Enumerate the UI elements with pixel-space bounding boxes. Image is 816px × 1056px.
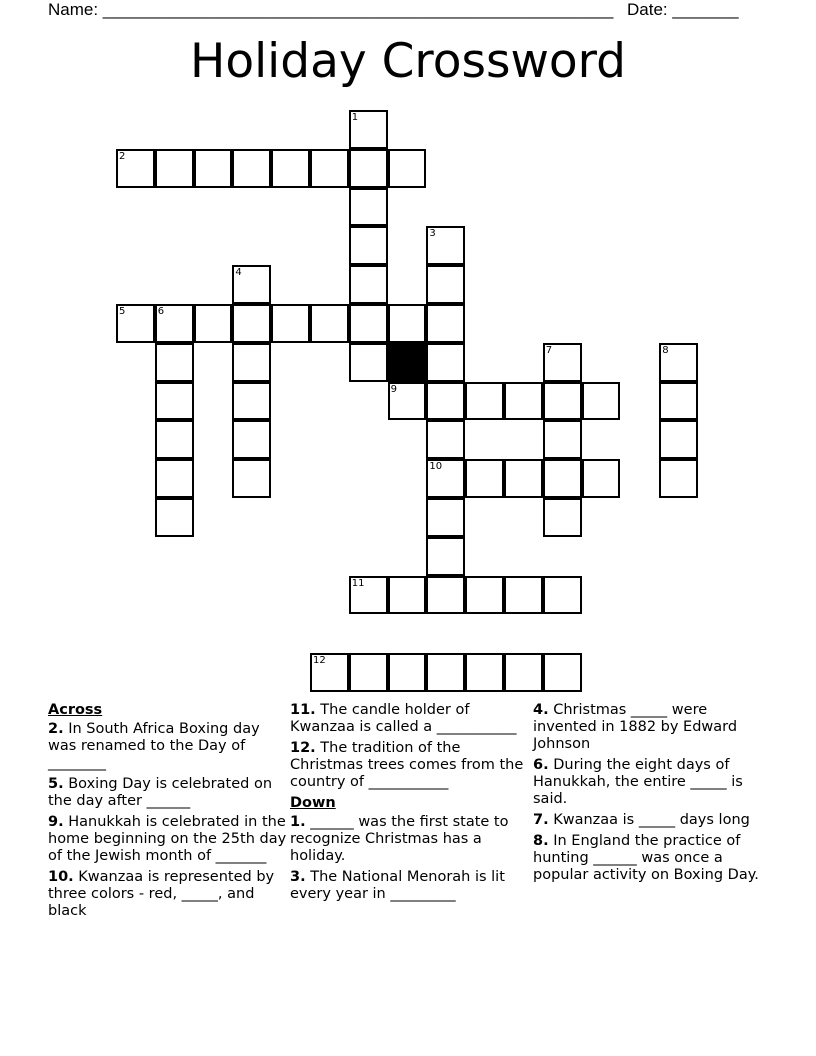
clue-down-8: 8. In England the practice of hunting ______ was once a popular activity on Boxing Day. — [533, 833, 759, 883]
grid-cell[interactable] — [232, 149, 271, 188]
clues-column-1 — [48, 702, 288, 924]
grid-cell[interactable] — [543, 576, 582, 615]
grid-cell[interactable] — [543, 498, 582, 537]
grid-cell[interactable] — [543, 343, 582, 382]
grid-cell[interactable] — [465, 382, 504, 421]
grid-cell[interactable] — [465, 459, 504, 498]
grid-cell[interactable] — [426, 653, 465, 692]
grid-cell[interactable] — [426, 265, 465, 304]
grid-cell[interactable] — [426, 537, 465, 576]
grid-cell[interactable] — [543, 420, 582, 459]
grid-cell[interactable] — [388, 149, 427, 188]
clue-number: 12 — [313, 655, 326, 667]
grid-cell[interactable] — [155, 459, 194, 498]
grid-cell[interactable] — [426, 304, 465, 343]
clue-number: 10 — [429, 461, 443, 473]
grid-cell[interactable] — [659, 420, 698, 459]
grid-cell[interactable] — [310, 304, 349, 343]
grid-cell[interactable] — [349, 343, 388, 382]
clues-column-2 — [290, 702, 530, 907]
grid-cell[interactable] — [349, 576, 388, 615]
clue-across-10: 10. Kwanzaa is represented by three colors - red, _____, and black — [48, 869, 275, 919]
clue-down-1: 1. ______ was the first state to recognize Christmas has a holiday. — [290, 814, 509, 864]
name-field[interactable]: Name: ______________________________________________________ — [48, 0, 614, 19]
grid-cell[interactable] — [271, 149, 310, 188]
grid-cell[interactable] — [659, 382, 698, 421]
grid-cell[interactable] — [194, 149, 233, 188]
clue-down-6: 6. During the eight days of Hanukkah, the entire _____ is said. — [533, 757, 743, 807]
grid-cell[interactable] — [388, 653, 427, 692]
grid-cell[interactable] — [349, 265, 388, 304]
grid-cell[interactable] — [232, 265, 271, 304]
clue-number: 11 — [351, 577, 365, 589]
grid-cell[interactable] — [504, 382, 543, 421]
grid-cell[interactable] — [232, 343, 271, 382]
grid-cell[interactable] — [310, 149, 349, 188]
clue-number: 9 — [390, 383, 397, 395]
clue-across-5: 5. Boxing Day is celebrated on the day after ______ — [48, 776, 273, 809]
page-title: Holiday Crossword — [190, 34, 626, 89]
clue-number: 1 — [351, 112, 359, 123]
grid-cell[interactable] — [426, 498, 465, 537]
grid-cell[interactable] — [349, 110, 388, 149]
grid-cell[interactable] — [426, 382, 465, 421]
grid-cell[interactable] — [426, 459, 465, 498]
clue-down-7: 7. Kwanzaa is _____ days long — [533, 812, 750, 828]
clue-down-3: 3. The National Menorah is lit every year in _________ — [290, 869, 505, 902]
grid-cell[interactable] — [426, 343, 465, 382]
clue-across-2: 2. In South Africa Boxing day was renamed to the Day of ________ — [48, 721, 260, 771]
clue-across-12: 12. The tradition of the Christmas trees comes from the country of ___________ — [290, 740, 524, 790]
clue-number: 2 — [119, 150, 126, 162]
clue-number: 6 — [157, 306, 165, 317]
grid-cell[interactable] — [388, 382, 427, 421]
grid-cell[interactable] — [232, 420, 271, 459]
grid-cell[interactable] — [349, 653, 388, 692]
across-heading: Across — [48, 702, 103, 718]
clue-number: 8 — [662, 344, 669, 356]
date-field[interactable]: Date: _______ — [627, 0, 739, 19]
grid-cell[interactable] — [426, 576, 465, 615]
grid-cell[interactable] — [465, 653, 504, 692]
grid-cell[interactable] — [504, 459, 543, 498]
grid-cell[interactable] — [582, 459, 621, 498]
grid-cell[interactable] — [194, 304, 233, 343]
clues-column-3 — [533, 702, 773, 888]
black-cell — [388, 343, 427, 382]
clue-number: 5 — [119, 306, 126, 317]
clue-number: 7 — [545, 344, 553, 356]
clue-across-9: 9. Hanukkah is celebrated in the home beginning on the 25th day of the Jewish month of _______ — [48, 814, 287, 864]
grid-cell[interactable] — [465, 576, 504, 615]
grid-cell[interactable] — [232, 459, 271, 498]
grid-cell[interactable] — [388, 576, 427, 615]
clue-down-4: 4. Christmas _____ were invented in 1882 by Edward Johnson — [533, 702, 738, 752]
grid-cell[interactable] — [543, 382, 582, 421]
clue-across-11: 11. The candle holder of Kwanzaa is called a ___________ — [290, 702, 517, 735]
down-heading: Down — [290, 795, 336, 811]
grid-cell[interactable] — [543, 653, 582, 692]
grid-cell[interactable] — [543, 459, 582, 498]
grid-cell[interactable] — [310, 653, 349, 692]
grid-cell[interactable] — [349, 149, 388, 188]
clue-number: 3 — [429, 228, 436, 240]
grid-cell[interactable] — [659, 343, 698, 382]
grid-cell[interactable] — [116, 304, 155, 343]
grid-cell[interactable] — [388, 304, 427, 343]
grid-cell[interactable] — [349, 226, 388, 265]
grid-cell[interactable] — [426, 226, 465, 265]
grid-cell[interactable] — [155, 304, 194, 343]
grid-cell[interactable] — [155, 382, 194, 421]
grid-cell[interactable] — [349, 304, 388, 343]
grid-cell[interactable] — [155, 420, 194, 459]
grid-cell[interactable] — [271, 304, 310, 343]
grid-cell[interactable] — [504, 653, 543, 692]
grid-cell[interactable] — [426, 420, 465, 459]
grid-cell[interactable] — [155, 149, 194, 188]
grid-cell[interactable] — [504, 576, 543, 615]
grid-cell[interactable] — [116, 149, 155, 188]
grid-cell[interactable] — [582, 382, 621, 421]
grid-cell[interactable] — [155, 498, 194, 537]
grid-cell[interactable] — [155, 343, 194, 382]
grid-cell[interactable] — [232, 382, 271, 421]
grid-cell[interactable] — [349, 188, 388, 227]
clue-number: 4 — [235, 267, 242, 279]
grid-cell[interactable] — [232, 304, 271, 343]
grid-cell[interactable] — [659, 459, 698, 498]
